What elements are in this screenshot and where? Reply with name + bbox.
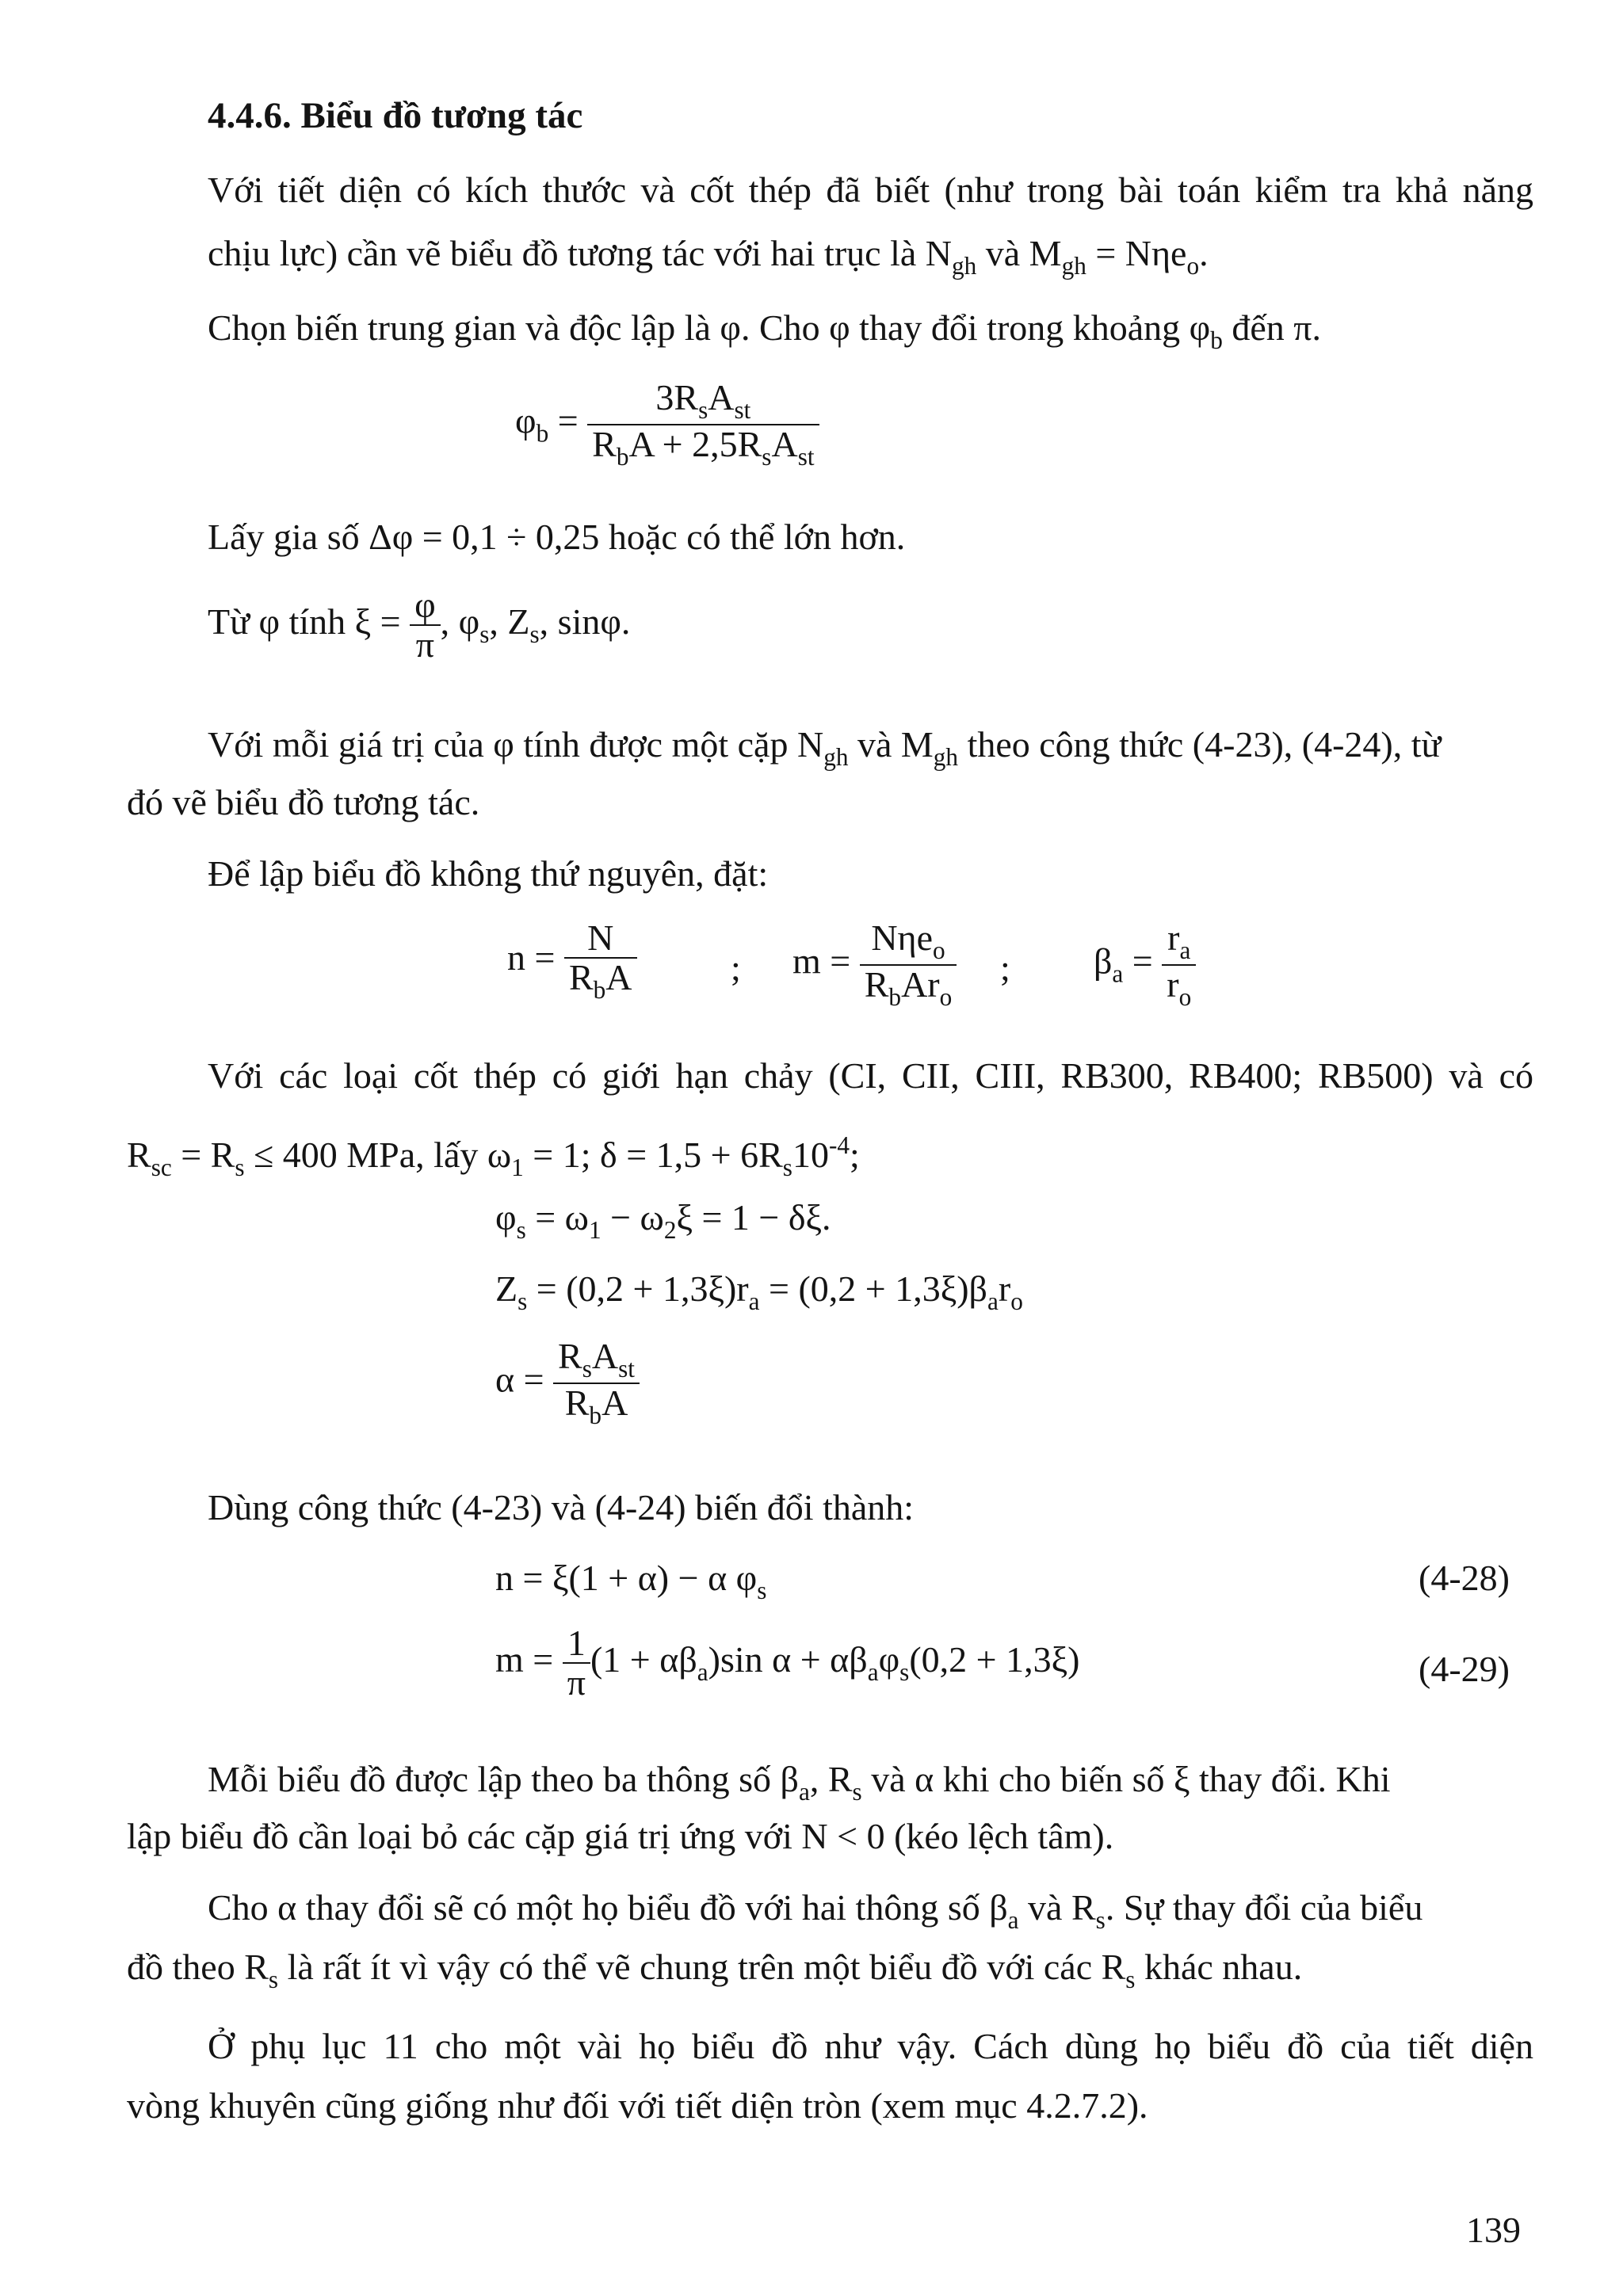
equation-phi-s: $\varphi_s = \omega_1 - \omega_2\xi = 1 - \delta\xi$. <box>495 1197 831 1244</box>
equation-number-4-28: (4-28) <box>1419 1558 1510 1598</box>
paragraph-9-line-1: Mỗi biểu đồ được lập theo ba thông số $\beta_a$, $R_s$ và α khi cho biến số ξ thay đổi. Khi <box>208 1759 1391 1806</box>
paragraph-9-line-2: lập biểu đồ cần loại bỏ các cặp giá trị ứng với N < 0 (kéo lệch tâm). <box>127 1816 1114 1856</box>
equation-alpha: α = $\frac{R_sA_{st}}{R_bA}$ <box>495 1337 640 1429</box>
section-heading: 4.4.6. Biểu đồ tương tác <box>208 95 583 136</box>
paragraph-3: Lấy gia số Δφ = 0,1 ÷ 0,25 hoặc có thể lớn hơn. <box>208 517 906 557</box>
paragraph-10-line-2: đồ theo $R_s$ là rất ít vì vậy có thể vẽ chung trên một biểu đồ với các $R_s$ khác nhau. <box>127 1947 1303 1993</box>
paragraph-4: Từ φ tính ξ = $\frac{\varphi}{\pi}$ , $\varphi_s$, $Z_s$, sinφ. <box>208 585 631 666</box>
equation-4-29: m = $\frac{1}{\pi}$ $(1 + \alpha\beta_a)\sin$ $\alpha + \alpha\beta_a\varphi_s(0,2 + 1,3\xi)$ <box>495 1623 1080 1703</box>
paragraph-11-line-2: vòng khuyên cũng giống như đối với tiết diện tròn (xem mục 4.2.7.2). <box>127 2085 1148 2126</box>
page-number: 139 <box>1466 2210 1521 2250</box>
equation-number-4-29: (4-29) <box>1419 1649 1510 1689</box>
paragraph-7-line-2: $R_{sc} = R_s \le 400$ MPa, lấy $\omega_1 = 1$; $\delta = 1,5 + 6R_s10^{-4}$; <box>127 1131 860 1182</box>
separator-1: ; <box>731 948 741 988</box>
paragraph-1-line-2: chịu lực) cần vẽ biểu đồ tương tác với hai trục là $N_{gh}$ và $M_{gh} = N\eta e_o$. <box>208 233 1209 280</box>
equation-beta-a: $\beta_a$ = $\frac{r_a}{r_o}$ <box>1094 919 1196 1011</box>
paragraph-11-line-1: Ở phụ lục 11 cho một vài họ biểu đồ như vậy. Cách dùng họ biểu đồ của tiết diện <box>208 2026 1533 2066</box>
equation-4-28: n = ξ(1 + α) − α $\varphi_s$ <box>495 1558 767 1604</box>
separator-2: ; <box>1000 948 1010 988</box>
paragraph-7-line-1: Với các loại cốt thép có giới hạn chảy (CI, CII, CIII, RB300, RB400; RB500) và có <box>208 1055 1533 1096</box>
paragraph-5-line-1: Với mỗi giá trị của φ tính được một cặp $N_{gh}$ và $M_{gh}$ theo công thức (4-23), (4-24), từ <box>208 724 1442 771</box>
paragraph-5-line-2: đó vẽ biểu đồ tương tác. <box>127 782 480 822</box>
paragraph-2: Chọn biến trung gian và độc lập là φ. Cho φ thay đổi trong khoảng $\varphi_b$ đến π. <box>208 307 1322 354</box>
paragraph-6: Để lập biểu đồ không thứ nguyên, đặt: <box>208 853 769 894</box>
paragraph-1-line-1: Với tiết diện có kích thước và cốt thép đã biết (như trong bài toán kiểm tra khả năng <box>208 170 1533 210</box>
paragraph-8: Dùng công thức (4-23) và (4-24) biến đổi thành: <box>208 1487 915 1527</box>
equation-phi-b: $\varphi_b$ = $\frac{3R_sA_{st}}{R_bA + 2,5R_sA_{st}}$ <box>515 379 819 471</box>
paragraph-10-line-1: Cho α thay đổi sẽ có một họ biểu đồ với hai thông số $\beta_a$ và $R_s$. Sự thay đổi của biểu <box>208 1887 1423 1934</box>
equation-m: m = $\frac{N\eta e_o}{R_bAr_o}$ <box>792 919 957 1011</box>
equation-z-s: $Z_s = (0,2 + 1,3\xi)r_a = (0,2 + 1,3\xi)\beta_ar_o$ <box>495 1268 1023 1315</box>
equation-n: n = $\frac{N}{R_bA}$ <box>507 919 637 1004</box>
